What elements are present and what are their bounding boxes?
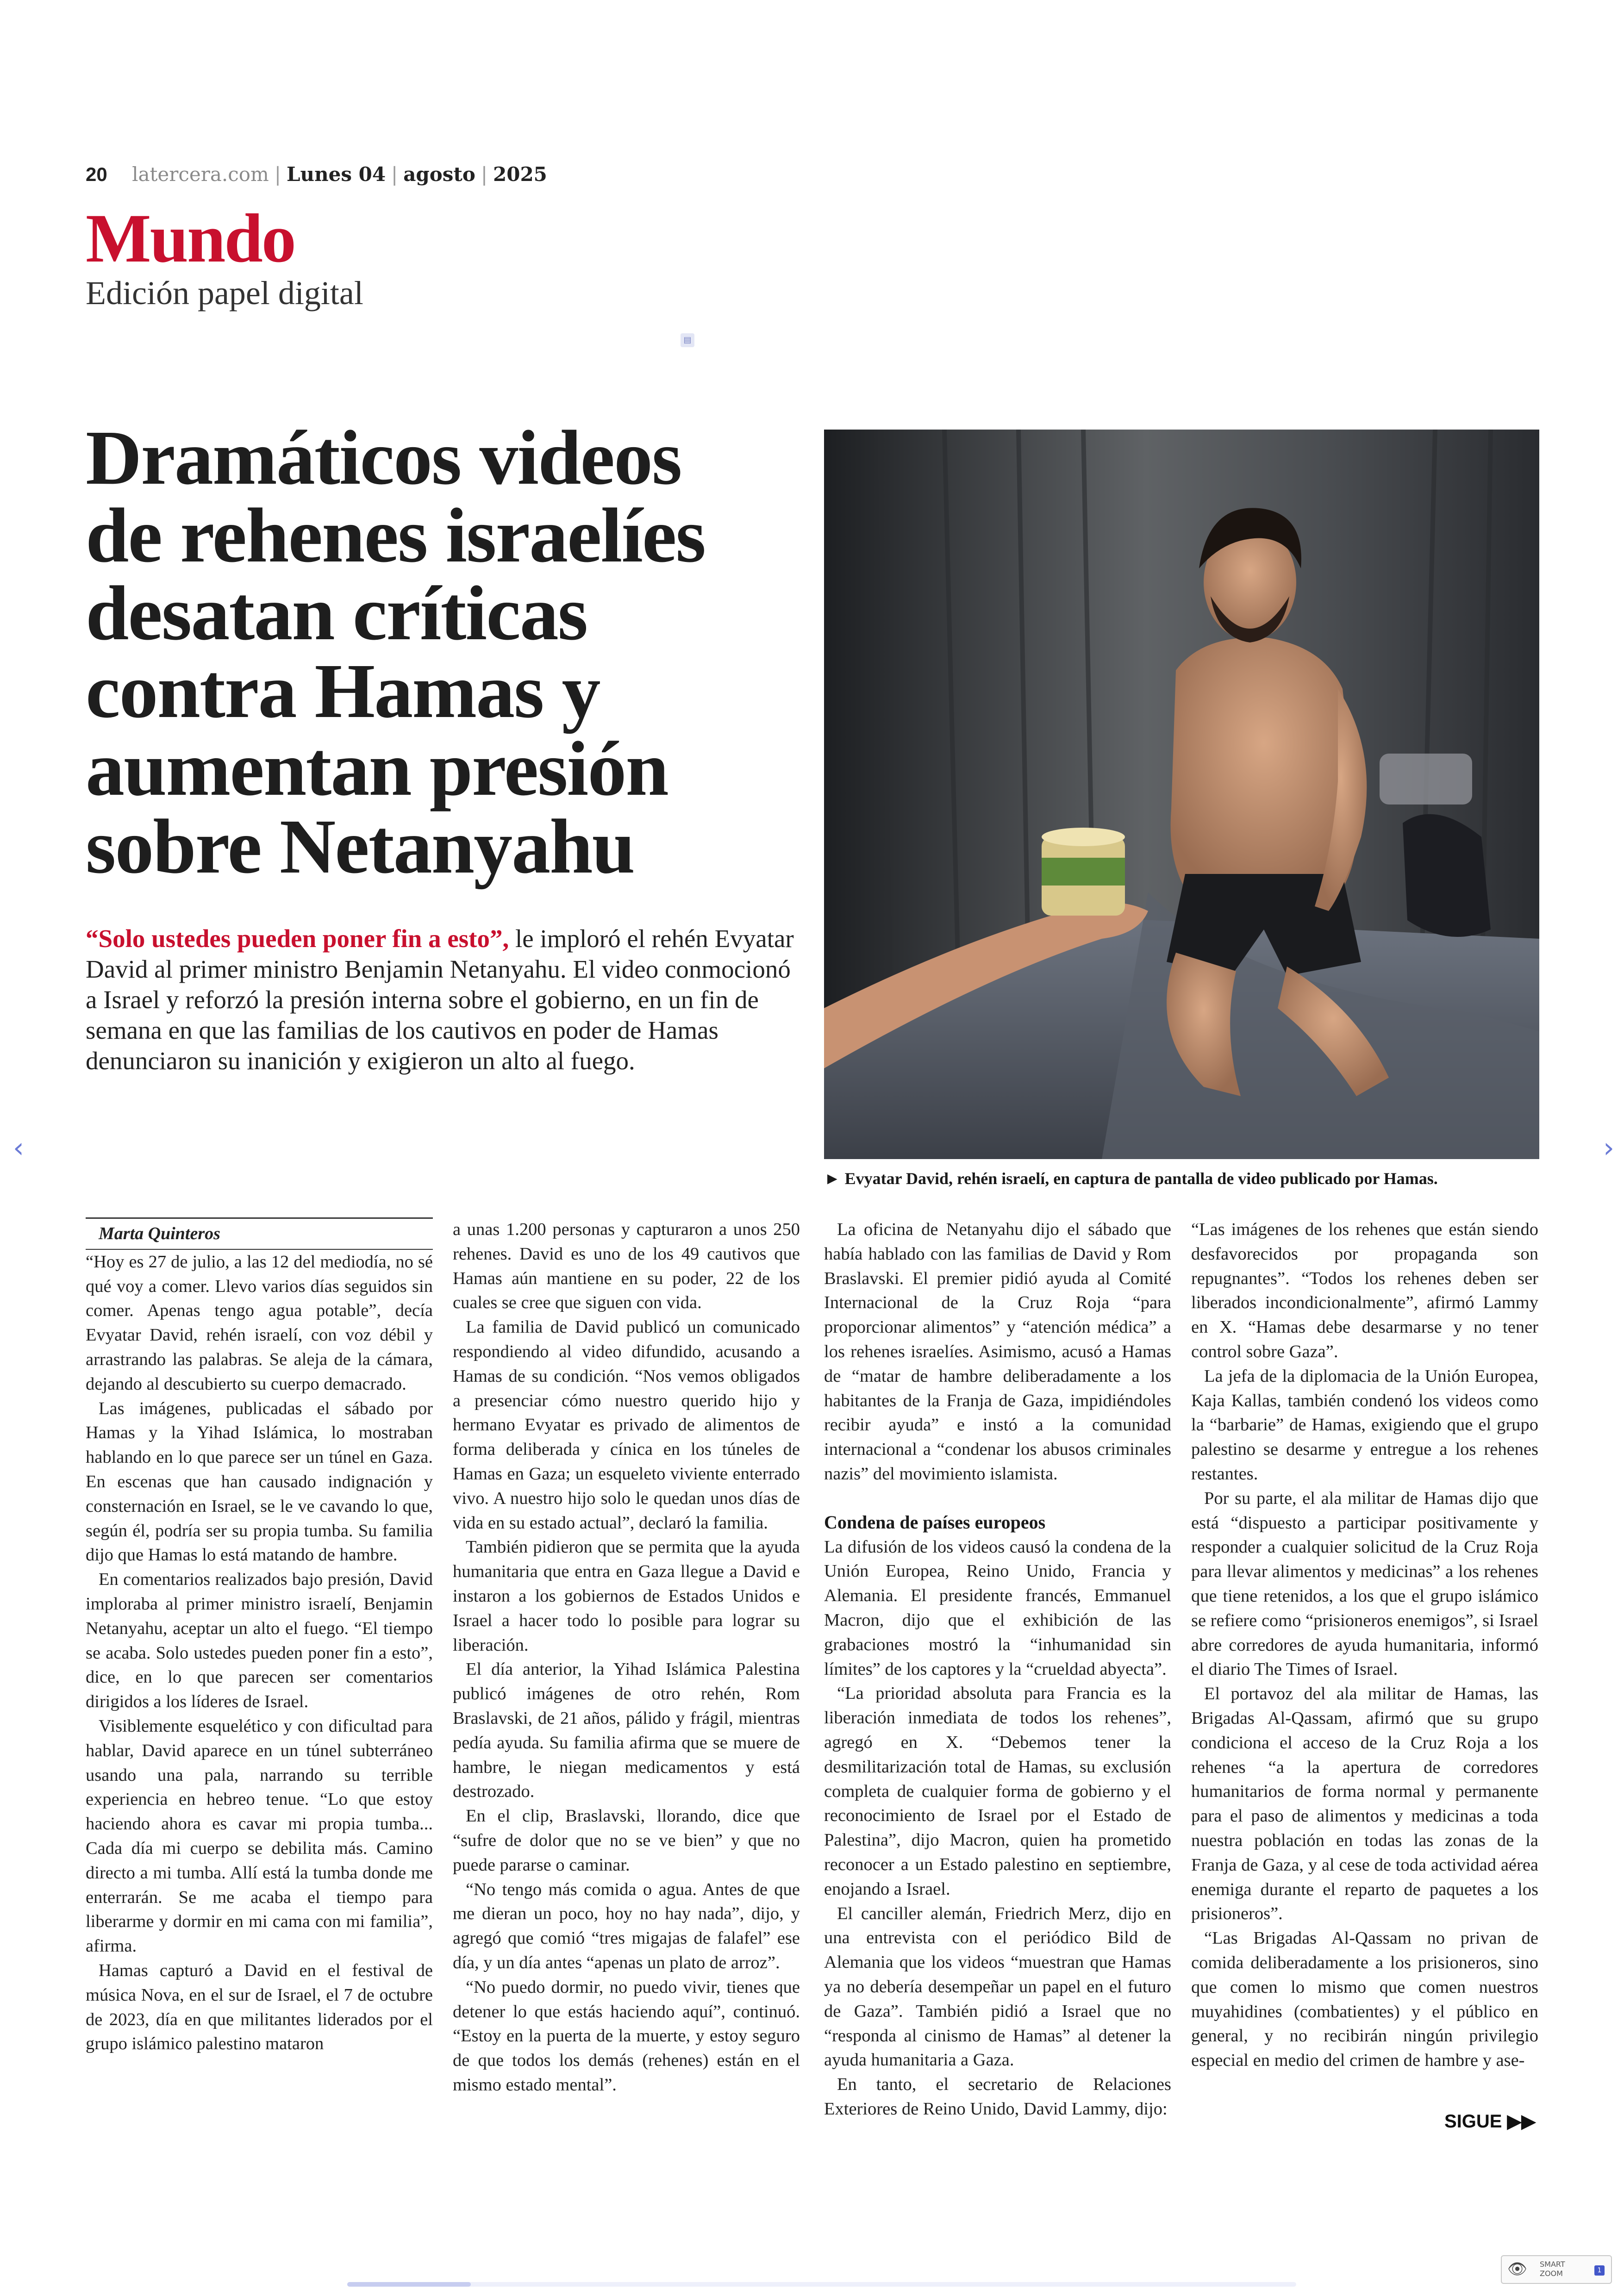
body-paragraph: “No puedo dormir, no puedo vivir, tienes que detener lo que estás haciendo aquí”, continuó. “Estoy en la puerta de la muerte, y estoy seguro de que todos los demás (rehenes) están en el mismo estado mental”.	[453, 1977, 800, 2095]
article-column-3	[824, 1217, 1171, 2121]
body-paragraph: “Las Brigadas Al-Qassam no privan de comida deliberadamente a los prisioneros, sino que comen lo mismo que comen nuestros muyahidines (combatientes) y el público en general, y no recibirán ningún privilegio especial en medio del crimen de hambre y ase-	[1191, 1928, 1538, 2070]
body-paragraph: Visiblemente esquelético y con dificultad para hablar, David aparece en un túnel subterráneo usando una pala, narrando su terrible experiencia en hebreo tenue. “Lo que estoy haciendo ahora es cavar mi propia tumba... Cada día mi cuerpo se debilita más. Camino directo a mi tumba. Allí está la tumba donde me enterrarán. Se me acaba el tiempo para liberarme y dormir en mi cama con mi familia”, afirma.	[86, 1716, 433, 1956]
body-paragraph: En comentarios realizados bajo presión, David imploraba al primer ministro israelí, Benjamin Netanyahu, aceptar un alto el fuego. “El tiempo se acaba. Solo ustedes pueden poner fin a esto”, dice, en lo que parecen ser comentarios dirigidos a los líderes de Israel.	[86, 1570, 433, 1712]
page-progress-fill	[347, 2282, 471, 2287]
body-paragraph: La familia de David publicó un comunicado respondiendo al video difundido, acusando a Hamas de su condición. “Nos vemos obligados a presenciar cómo nuestro querido hijo y hermano Evyatar es privado de alimentos de forma deliberada y cínica en los túneles de Hamas en Gaza; un esqueleto viviente enterrado vivo. A nuestro hijo solo le quedan unos días de vida en su estado actual”, declaró la familia.	[453, 1317, 800, 1533]
lead-quote: “Solo ustedes pueden poner fin a esto”,	[86, 924, 509, 953]
byline: Marta Quinteros	[86, 1217, 433, 1250]
page-number: 20	[86, 163, 107, 185]
body-paragraph: “Hoy es 27 de julio, a las 12 del mediodía, no sé qué voy a comer. Llevo varios días seguidos sin comer. Apenas tengo agua potable”, decía Evyatar David, rehén israelí, con voz débil y arrastrando las palabras. Se aleja de la cámara, dejando al descubierto su cuerpo demacrado.	[86, 1252, 433, 1394]
page-progress-track[interactable]	[347, 2282, 1296, 2287]
body-paragraph: Las imágenes, publicadas el sábado por Hamas y la Yihad Islámica, lo mostraban hablando en lo que parece ser un túnel en Gaza. En escenas que han causado indignación y consternación en Israel, se le ve cavando lo que, según él, podría ser su propia tumba. Su familia dijo que Hamas lo está matando de hambre.	[86, 1398, 433, 1565]
body-paragraph: También pidieron que se permita que la ayuda humanitaria que entra en Gaza llegue a David e instaron a los gobiernos de Estados Unidos e Israel a hacer todo lo posible para lograr su liberación.	[453, 1537, 800, 1655]
article-column-2	[453, 1217, 800, 2097]
body-paragraph: “La prioridad absoluta para Francia es la liberación inmediata de todos los rehenes”, agregó en X. “Debemos tener la desmilitarización total de Hamas, su exclusión completa de cualquier forma de gobierno y el reconocimiento de Israel por el Estado de Palestina”, dijo Macron, quien ha prometido reconocer a un Estado palestino en septiembre, enojando a Israel.	[824, 1684, 1171, 1899]
body-paragraph: a unas 1.200 personas y capturaron a unos 250 rehenes. David es uno de los 49 cautivos que Hamas aún mantiene en su poder, 22 de los cuales se cree que siguen con vida.	[453, 1220, 800, 1313]
smart-zoom-label: SMART ZOOM	[1540, 2260, 1565, 2278]
headline-line: desatan críticas	[86, 570, 587, 656]
site-name: latercera.com	[132, 163, 269, 186]
date-month: agosto	[403, 163, 475, 186]
body-paragraph: En el clip, Braslavski, llorando, dice que “sufre de dolor que no se ve bien” y que no puede pararse o caminar.	[453, 1806, 800, 1875]
body-paragraph: La oficina de Netanyahu dijo el sábado que había hablado con las familias de David y Rom Braslavski. El premier pidió ayuda al Comité Internacional de la Cruz Roja “para proporcionar alimentos” y “atención médica” a los rehenes israelíes. Asimismo, acusó a Hamas de “matar de hambre deliberadamente a los habitantes de la Franja de Gaza, impidiéndoles recibir ayuda” e instó a la comunidad internacional a “condenar los abusos criminales nazis” del movimiento islamista.	[824, 1220, 1171, 1484]
section-subtitle: Edición papel digital	[86, 274, 363, 312]
body-paragraph: Por su parte, el ala militar de Hamas dijo que está “dispuesto a participar positivamente y responder a cualquier solicitud de la Cruz Roja para llevar alimentos y medicinas” a los rehenes que tiene retenidos, a los que el grupo islámico se refiere como “prisioneros enemigos”, si Israel abre corredores de ayuda humanitaria, informó el diario The Times of Israel.	[1191, 1488, 1538, 1679]
hostage-photo-illustration	[824, 430, 1539, 1159]
body-paragraph: “No tengo más comida o agua. Antes de que me dieran un poco, hoy no hay nada”, dijo, y agregó que comió “tres migajas de falafel” ese día, y un día antes “apenas un plato de arroz”.	[453, 1879, 800, 1972]
section-title: Mundo	[86, 200, 295, 277]
date-year: 2025	[493, 163, 547, 186]
lead-paragraph	[86, 923, 808, 1076]
headline-line: aumentan presión	[86, 726, 668, 812]
smart-zoom-control[interactable]	[1501, 2255, 1612, 2284]
body-paragraph: En tanto, el secretario de Relaciones Exteriores de Reino Unido, David Lammy, dijo:	[824, 2075, 1171, 2119]
lead-text: le imploró el rehén Evyatar David al primer ministro Benjamin Netanyahu. El video conmocionó a Israel y reforzó la presión interna sobre el gobierno, en un fin de semana en que las familias de los cautivos en poder de Hamas denunciaron su inanición y exigieron un alto al fuego.	[86, 924, 794, 1075]
body-paragraph: El portavoz del ala militar de Hamas, las Brigadas Al-Qassam, afirmó que su grupo condiciona el acceso de la Cruz Roja a los rehenes “a la apertura de corredores humanitarios de forma normal y permanente para el paso de alimentos y medicinas a toda nuestra población en todas las zonas de la Franja de Gaza, y al cese de toda actividad aérea enemiga durante el reparto de paquetes a los prisioneros”.	[1191, 1684, 1538, 1924]
article-column-1	[86, 1217, 433, 2056]
continue-label[interactable]: SIGUE ▶▶	[1444, 2111, 1536, 2132]
article-photo	[824, 430, 1539, 1159]
next-page-arrow-icon[interactable]: ›	[1603, 1132, 1614, 1164]
headline-line: de rehenes israelíes	[86, 493, 705, 579]
prev-page-arrow-icon[interactable]: ‹	[13, 1132, 24, 1164]
body-paragraph: “Las imágenes de los rehenes que están siendo desfavorecidos por propaganda son repugnantes”. “Todos los rehenes deben ser liberados incondicionalmente”, afirmó Lammy en X. “Hamas debe desarmarse y no tener control sobre Gaza”.	[1191, 1220, 1538, 1361]
headline-line: Dramáticos videos	[86, 415, 681, 501]
zoom-badge: 1	[1594, 2265, 1605, 2276]
page-marker-icon: ▤	[681, 333, 694, 347]
headline-line: sobre Netanyahu	[86, 804, 635, 890]
eye-icon: 👁	[1507, 2260, 1528, 2278]
body-paragraph: El canciller alemán, Friedrich Merz, dijo en una entrevista con el periódico Bild de Alemania que los videos “muestran que Hamas ya no debería desempeñar un papel en el futuro de Gaza”. También pidió a Israel que no “responda al cinismo de Hamas” al detener la ayuda humanitaria a Gaza.	[824, 1903, 1171, 2070]
subheading: Condena de países europeos	[824, 1511, 1046, 1533]
article-column-4	[1191, 1217, 1538, 2073]
headline-line: contra Hamas y	[86, 648, 600, 734]
headline	[86, 415, 808, 890]
body-paragraph: La jefa de la diplomacia de la Unión Europea, Kaja Kallas, también condenó los videos como la “barbarie” de Hamas, exigiendo que el grupo palestino se desarme y entregue a los rehenes restantes.	[1191, 1366, 1538, 1484]
body-paragraph: La difusión de los videos causó la condena de la Unión Europea, Reino Unido, Francia y Alemania. El presidente francés, Emmanuel Macron, dijo que el exhibición de las grabaciones mostró la “inhumanidad sin límites” de los captores y la “crueldad abyecta”.	[824, 1537, 1171, 1679]
page-header: 20 latercera.com | Lunes 04 | agosto | 2025	[86, 163, 547, 186]
photo-caption: ► Evyatar David, rehén israelí, en captura de pantalla de video publicado por Hamas.	[824, 1169, 1438, 1188]
date-day: Lunes 04	[287, 163, 386, 186]
body-paragraph: Hamas capturó a David en el festival de música Nova, en el sur de Israel, el 7 de octubre de 2023, día en que militantes liderados por el grupo islámico palestino mataron	[86, 1960, 433, 2054]
body-paragraph: El día anterior, la Yihad Islámica Palestina publicó imágenes de otro rehén, Rom Braslavski, de 21 años, pálido y frágil, mientras pedía ayuda. Su familia afirma que se muere de hambre, le niegan medicamentos y está destrozado.	[453, 1659, 800, 1802]
